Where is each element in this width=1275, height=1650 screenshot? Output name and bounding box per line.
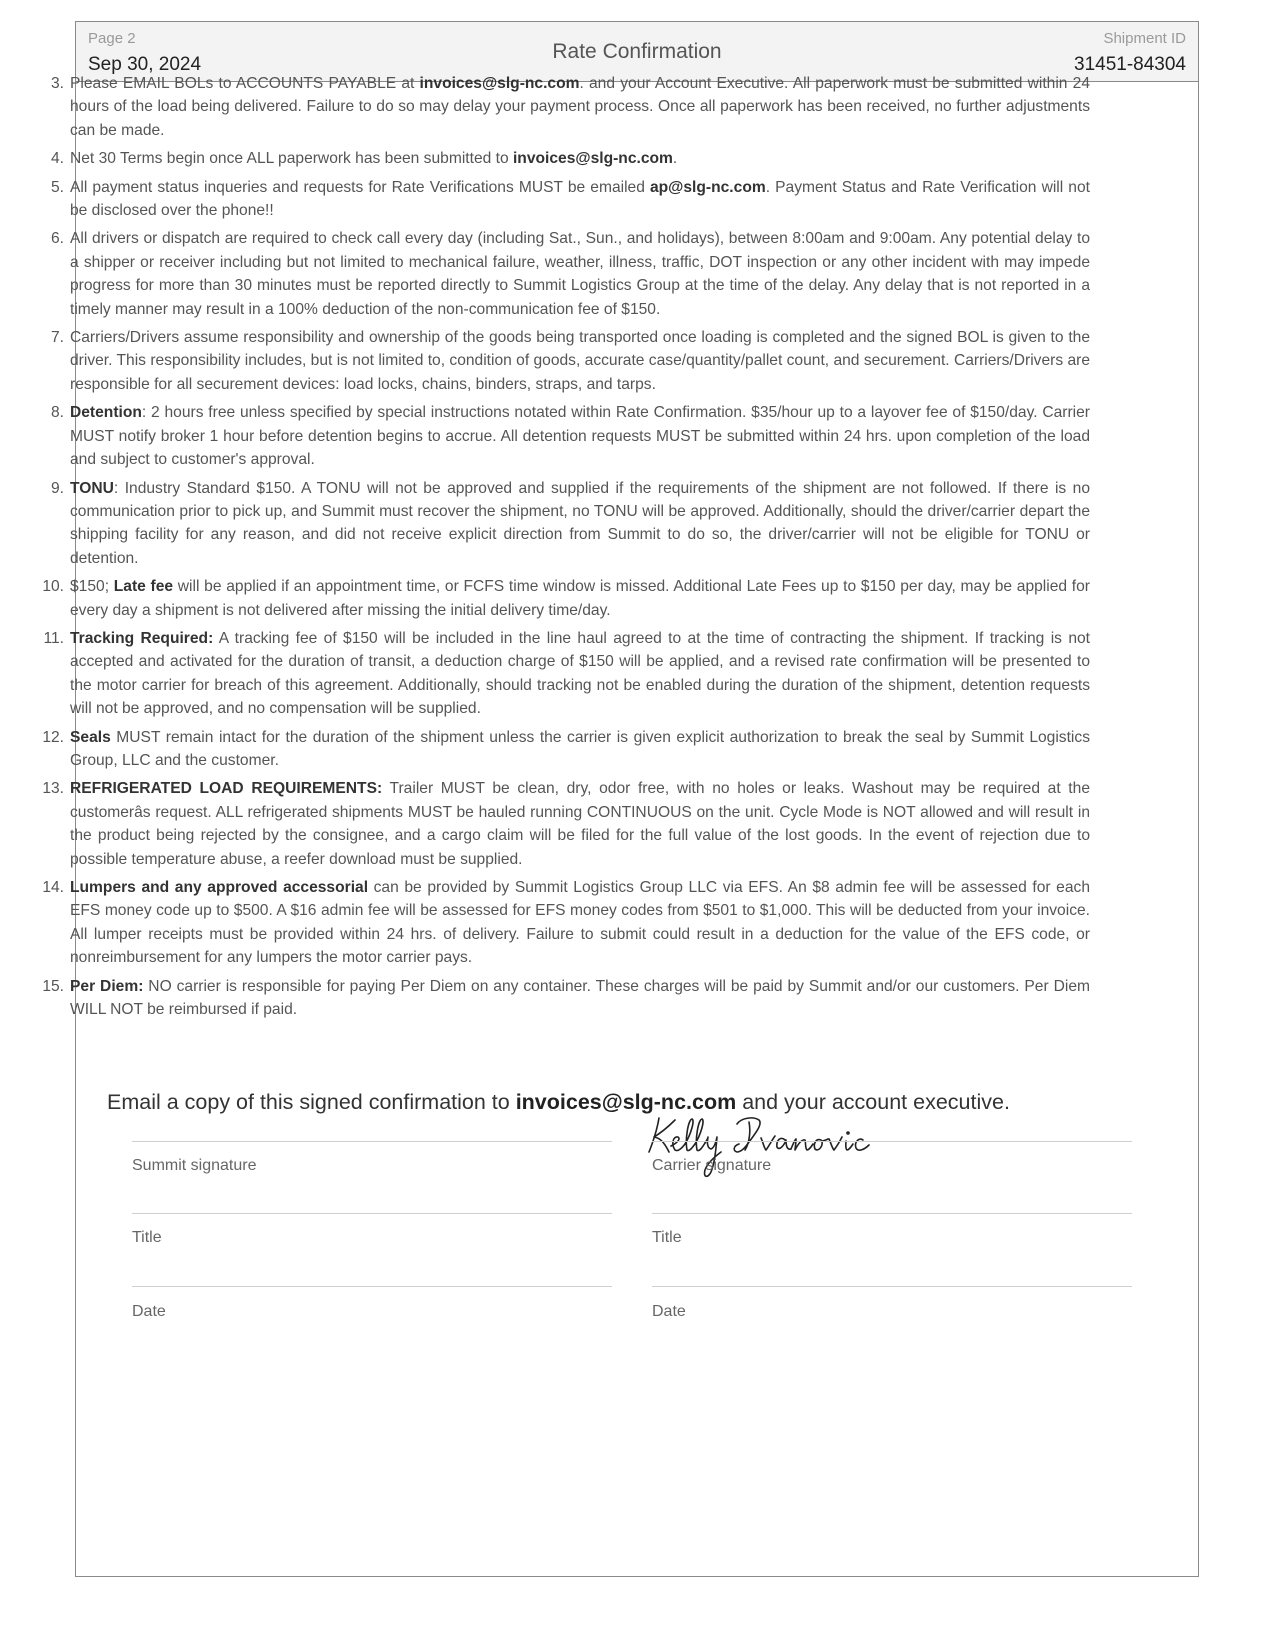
term-number: 6. — [50, 230, 64, 248]
carrier-signature-label: Carrier signature — [652, 1157, 772, 1174]
term-bold-text: TONU — [70, 479, 114, 497]
term-number: 15. — [42, 977, 64, 995]
summit-title-line[interactable] — [132, 1213, 612, 1214]
term-number: 14. — [42, 879, 64, 896]
summit-signature-label: Summit signature — [132, 1157, 257, 1174]
summit-signature-line[interactable] — [132, 1141, 612, 1142]
term-text: . Payment Status and Rate Verification will not be disclosed over the phone!! — [70, 178, 1090, 220]
term-bold-text: Lumpers and any approved accessorial — [70, 879, 369, 896]
term-text: will be applied if an appointment time, or FCFS time window is missed. Additional Late Fees up to $150 per day, may be applied for every day a shipment is not delivered after missing the initial delivery time/day. — [70, 578, 1090, 619]
term-number: 8. — [50, 404, 64, 422]
document-title: Rate Confirmation — [552, 40, 722, 63]
term-item — [34, 477, 1090, 571]
term-item — [34, 326, 1090, 396]
terms-list — [34, 72, 1090, 1026]
shipment-id-label: Shipment ID — [1103, 30, 1186, 47]
term-number: 9. — [50, 479, 64, 497]
term-number: 11. — [43, 629, 64, 647]
term-number: 5. — [50, 178, 64, 196]
carrier-signature-line[interactable] — [652, 1141, 1132, 1142]
term-text: All drivers or dispatch are required to check call every day (including Sat., Sun., and holidays), between 8:00am and 9:00am. Any potential delay to a shipper or receiver including but not limited to mechanical failure, weather, illness, traffic, DOT inspection or any other incident with may impede progress for more than 30 minutes must be reported directly to Summit Logistics Group at the time of the delay. Any delay that is not reported in a timely manner may result in a 100% deduction of the non-communication fee of $150. — [70, 230, 1090, 318]
term-item — [34, 777, 1090, 871]
carrier-title-label: Title — [652, 1229, 682, 1246]
term-text: : Industry Standard $150. A TONU will not be approved and supplied if the requirements of the shipment are not followed. If there is no communication prior to pick up, and Summit must recover the shipment, no TONU will be approved. Additionally, should the driver/carrier depart the shipping facility for any reason, and did not receive explicit direction from Summit to do so, the driver/carrier will not be eligible for TONU or detention. — [70, 479, 1090, 567]
term-item — [34, 72, 1090, 142]
carrier-title-line[interactable] — [652, 1213, 1132, 1214]
term-bold-text: REFRIGERATED LOAD REQUIREMENTS: — [70, 780, 383, 798]
term-item — [34, 876, 1090, 970]
term-text: Carriers/Drivers assume responsibility and ownership of the goods being transported once loading is completed and the signed BOL is given to the driver. This responsibility includes, but is not limited to, condition of goods, accurate case/quantity/pallet count, and securement. Carriers/Drivers are responsible for all securement devices: load locks, chains, binders, straps, and tarps. — [70, 329, 1090, 393]
term-text: NO carrier is responsible for paying Per Diem on any container. These charges will be paid by Summit and/or our customers. Per Diem WILL NOT be reimbursed if paid. — [70, 977, 1090, 1019]
term-number: 4. — [50, 150, 64, 168]
term-text: A tracking fee of $150 will be included in the line haul agreed to at the time of contracting the shipment. If tracking is not accepted and activated for the duration of transit, a deduction charge of $150 will be applied, and a revised rate confirmation will be presented to the motor carrier for breach of this agreement. Additionally, should tracking not be enabled during the duration of the shipment, detention requests will not be approved, and no compensation will be supplied. — [70, 629, 1090, 718]
term-item — [34, 627, 1090, 721]
term-bold-text: invoices@slg-nc.com — [512, 150, 673, 168]
document-date: Sep 30, 2024 — [88, 54, 202, 75]
term-item — [34, 147, 1090, 170]
page-number: Page 2 — [88, 30, 136, 47]
term-bold-text: Per Diem: — [70, 977, 144, 995]
term-text: can be provided by Summit Logistics Group LLC via EFS. An $8 admin fee will be assessed for each EFS money code up to $500. A $16 admin fee will be assessed for EFS money codes from $501 to $1,000. This will be deducted from your invoice. All lumper receipts must be provided within 24 hrs. of delivery. Failure to submit could result in a deduction for the value of the EFS code, or nonreimbursement for any lumpers the motor carrier pays. — [70, 879, 1090, 967]
term-number: 13. — [42, 780, 64, 798]
email-instruction-address: invoices@slg-nc.com — [515, 1090, 737, 1114]
term-item — [34, 575, 1090, 622]
term-text: All payment status inqueries and requests for Rate Verifications MUST be emailed — [70, 178, 650, 196]
term-item — [34, 227, 1090, 321]
term-bold-text: Late fee — [113, 578, 174, 596]
term-number: 10. — [42, 578, 64, 596]
term-text: . and your Account Executive. All paperwork must be submitted within 24 hours of the load being delivered. Failure to do so may delay your payment process. Once all paperwork has been received, no further adjustments can be made. — [70, 75, 1090, 139]
term-item — [34, 726, 1090, 773]
term-bold-text: Detention — [70, 404, 142, 422]
email-instruction-prefix: Email a copy of this signed confirmation to — [107, 1090, 516, 1114]
term-text: Net 30 Terms begin once ALL paperwork has been submitted to — [70, 150, 513, 168]
email-instruction-suffix: and your account executive. — [736, 1090, 1010, 1114]
term-number: 7. — [50, 329, 64, 347]
term-bold-text: ap@slg-nc.com — [649, 178, 766, 196]
term-number: 12. — [42, 728, 64, 746]
term-text: $150; — [70, 578, 114, 596]
summit-date-label: Date — [132, 1303, 166, 1320]
carrier-date-line[interactable] — [652, 1286, 1132, 1287]
term-text: Please EMAIL BOLs to ACCOUNTS PAYABLE at — [70, 75, 420, 92]
term-text: : 2 hours free unless specified by special instructions notated within Rate Confirmation. $35/hour up to a layover fee of $150/day. Carrier MUST notify broker 1 hour before detention begins to accrue. All detention requests MUST be submitted within 24 hrs. upon completion of the load and subject to customer's approval. — [70, 404, 1090, 469]
carrier-date-label: Date — [652, 1303, 686, 1320]
summit-date-line[interactable] — [132, 1286, 612, 1287]
term-item — [34, 401, 1090, 471]
term-text: . — [672, 150, 678, 168]
term-item — [34, 176, 1090, 223]
term-text: Trailer MUST be clean, dry, odor free, with no holes or leaks. Washout may be required at the customerâs request. ALL refrigerated shipments MUST be hauled running CONTINUOUS on the unit. Cycle Mode is NOT allowed and will result in the product being rejected by the consignee, and a cargo claim will be filed for the full value of the lost goods. In the event of rejection due to possible temperature abuse, a reefer download must be supplied. — [70, 780, 1090, 868]
shipment-id-value: 31451-84304 — [1074, 54, 1186, 75]
term-text: MUST remain intact for the duration of the shipment unless the carrier is given explicit authorization to break the seal by Summit Logistics Group, LLC and the customer. — [70, 728, 1090, 769]
summit-title-label: Title — [132, 1229, 162, 1246]
term-bold-text: Seals — [70, 728, 111, 746]
term-bold-text: invoices@slg-nc.com — [419, 75, 580, 92]
term-item — [34, 975, 1090, 1022]
term-bold-text: Tracking Required: — [70, 629, 214, 647]
term-number: 3. — [50, 75, 64, 92]
